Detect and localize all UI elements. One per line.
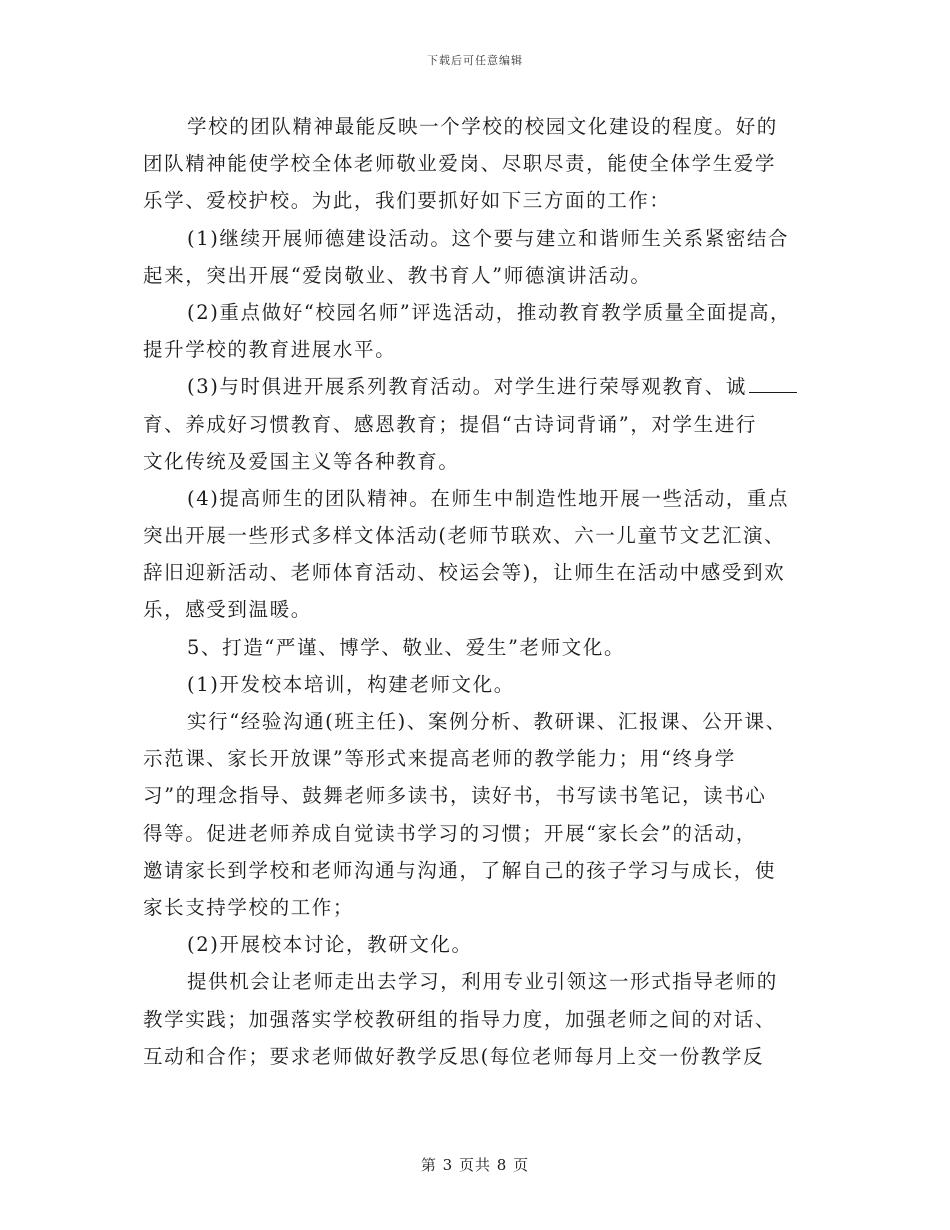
text-line-20: 得等。促进老师养成自觉读书学习的习惯；开展“家长会”的活动， xyxy=(143,821,757,845)
text-line-23: (2)开展校本讨论，教研文化。 xyxy=(187,933,473,957)
text-line-24: 提供机会让老师走出去学习，利用专业引领这一形式指导老师的 xyxy=(187,970,778,994)
page-number-footer: 第 3 页共 8 页 xyxy=(420,1156,530,1174)
text-line-11: (4)提高师生的团队精神。在师生中制造性地开展一些活动，重点 xyxy=(187,486,790,510)
text-line-8 xyxy=(143,368,823,405)
document-body xyxy=(143,108,823,1075)
text-line-25: 教学实践；加强落实学校教研组的指导力度，加强老师之间的对话、 xyxy=(143,1007,777,1031)
text-line-22: 家长支持学校的工作； xyxy=(143,895,355,919)
text-line-4: (1)继续开展师德建设活动。这个要与建立和谐师生关系紧密结合 xyxy=(187,226,790,250)
text-line-19: 习”的理念指导、鼓舞老师多读书，读好书，书写读书笔记，读书心 xyxy=(143,784,767,808)
text-line-2: 团队精神能使学校全体老师敬业爱岗、尽职尽责，能使全体学生爱学 xyxy=(143,152,777,176)
text-line-14: 乐，感受到温暖。 xyxy=(143,598,312,622)
text-line-15: 5、打造“严谨、博学、敬业、爱生”老师文化。 xyxy=(187,635,626,659)
text-line-9: 育、养成好习惯教育、感恩教育；提倡“古诗词背诵”，对学生进行 xyxy=(143,412,757,436)
text-line-8-content: (3)与时俱进开展系列教育活动。对学生进行荣辱观教育、诚 xyxy=(187,375,747,399)
text-line-17: 实行“经验沟通(班主任)、案例分析、教研课、汇报课、公开课、 xyxy=(187,710,787,733)
text-line-12: 突出开展一些形式多样文体活动(老师节联欢、六一儿童节文艺汇演、 xyxy=(143,524,786,548)
text-line-26: 互动和合作；要求老师做好教学反思(每位老师每月上交一份教学反 xyxy=(143,1044,765,1068)
text-line-6: (2)重点做好“校园名师”评选活动，推动教育教学质量全面提高， xyxy=(187,300,792,324)
page-header-note: 下载后可任意编辑 xyxy=(427,54,523,67)
text-line-13: 辞旧迎新活动、老师体育活动、校运会等)，让师生在活动中感受到欢 xyxy=(143,561,786,585)
text-line-7: 提升学校的教育进展水平。 xyxy=(143,338,397,362)
text-line-1: 学校的团队精神最能反映一个学校的校园文化建设的程度。好的 xyxy=(187,115,778,138)
text-line-10: 文化传统及爱国主义等各种教育。 xyxy=(143,449,460,473)
text-line-3: 乐学、爱校护校。为此，我们要抓好如下三方面的工作： xyxy=(143,189,671,213)
fill-in-blank xyxy=(749,370,797,393)
text-line-21: 邀请家长到学校和老师沟通与沟通，了解自己的孩子学习与成长，使 xyxy=(143,858,777,882)
text-line-5: 起来，突出开展“爱岗敬业、教书育人”师德演讲活动。 xyxy=(143,263,652,287)
text-line-18: 示范课、家长开放课”等形式来提高老师的教学能力；用“终身学 xyxy=(143,747,736,771)
text-line-16: (1)开发校本培训，构建老师文化。 xyxy=(187,672,515,696)
